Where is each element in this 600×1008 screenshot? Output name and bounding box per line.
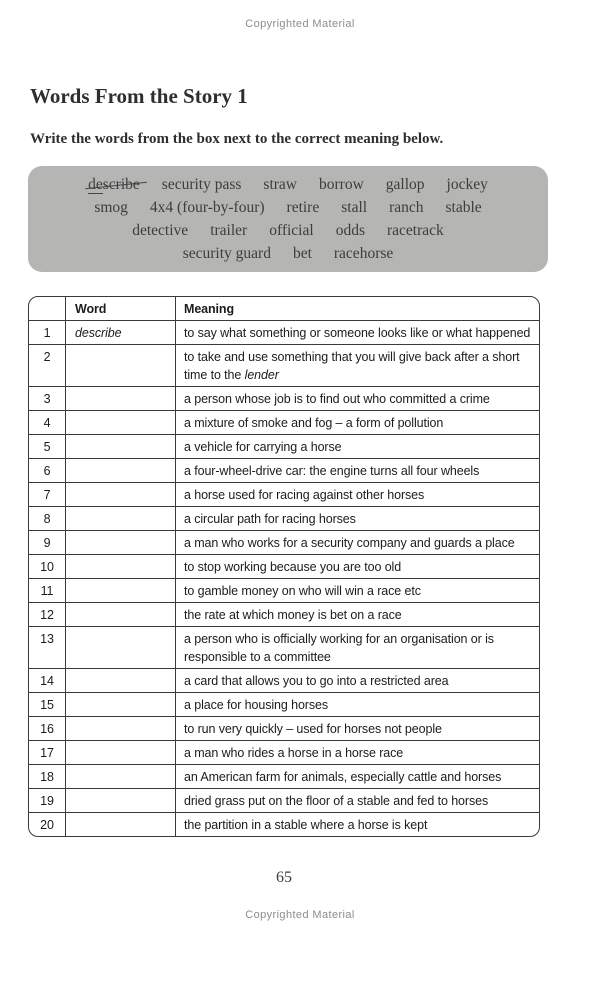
word-answer-cell <box>65 717 175 740</box>
word-bank-line <box>44 245 532 263</box>
word-answer-cell <box>65 387 175 410</box>
word-bank-word: trailer <box>210 221 248 239</box>
header-number-cell <box>29 297 65 320</box>
word-bank-word: stall <box>341 198 368 216</box>
meaning-cell: to stop working because you are too old <box>175 555 539 578</box>
meaning-cell: a person whose job is to find out who committed a crime <box>175 387 539 410</box>
word-bank-word: gallop <box>385 175 425 193</box>
table-row <box>29 602 539 626</box>
row-number-cell: 14 <box>40 674 54 688</box>
table-row <box>29 554 539 578</box>
word-answer-cell <box>65 483 175 506</box>
word-bank-line <box>44 176 532 194</box>
row-number-cell: 19 <box>40 794 54 808</box>
table-row <box>29 764 539 788</box>
word-bank-word: official <box>269 221 314 239</box>
row-number-cell: 8 <box>43 512 51 526</box>
table-row <box>29 386 539 410</box>
word-answer-cell <box>65 411 175 434</box>
copyright-notice-bottom: Copyrighted Material <box>245 909 355 921</box>
word-answer-cell <box>65 669 175 692</box>
meaning-cell: to say what something or someone looks like or what happened <box>175 321 539 344</box>
word-answer-cell <box>65 435 175 458</box>
row-number-cell: 20 <box>40 818 54 832</box>
table-row <box>29 740 539 764</box>
header-meaning-cell: Meaning <box>175 297 539 320</box>
table-row <box>29 482 539 506</box>
word-bank-word: racetrack <box>386 221 444 239</box>
table-row <box>29 578 539 602</box>
table-row <box>29 434 539 458</box>
row-number-cell: 12 <box>40 608 54 622</box>
row-number-cell: 16 <box>40 722 54 736</box>
table-row <box>29 716 539 740</box>
word-answer-cell <box>65 789 175 812</box>
page-title: Words From the Story 1 <box>30 84 248 108</box>
table-row <box>29 458 539 482</box>
word-bank-word: ranch <box>389 198 424 216</box>
table-row <box>29 692 539 716</box>
meaning-cell: the partition in a stable where a horse is kept <box>175 813 539 836</box>
word-answer-cell <box>65 555 175 578</box>
word-bank-word: jockey <box>446 175 488 193</box>
row-number-cell: 17 <box>40 746 54 760</box>
table-row <box>29 812 539 836</box>
meaning-cell: a man who works for a security company and guards a place <box>175 531 539 554</box>
word-bank-word: retire <box>286 198 320 216</box>
meaning-cell: to gamble money on who will win a race etc <box>175 579 539 602</box>
table-row <box>29 626 539 668</box>
word-answer-cell <box>65 741 175 764</box>
row-number-cell: 4 <box>43 416 51 430</box>
meaning-cell: a mixture of smoke and fog – a form of pollution <box>175 411 539 434</box>
word-bank-word: racehorse <box>333 244 394 262</box>
meaning-cell: to run very quickly – used for horses not people <box>175 717 539 740</box>
meaning-cell: an American farm for animals, especially cattle and horses <box>175 765 539 788</box>
word-bank-word: bet <box>292 244 312 262</box>
meaning-cell: a man who rides a horse in a horse race <box>175 741 539 764</box>
word-bank-word: stable <box>445 198 482 216</box>
meaning-cell <box>175 345 539 386</box>
meaning-text: to take and use something that you will give back after a short time to the <box>184 350 520 382</box>
table-row <box>29 788 539 812</box>
word-bank <box>28 166 548 272</box>
word-answer-cell <box>65 813 175 836</box>
word-answer-cell <box>65 459 175 482</box>
copyright-notice-top: Copyrighted Material <box>245 18 355 30</box>
word-bank-line <box>44 199 532 217</box>
header-word-cell: Word <box>65 297 175 320</box>
word-answer-cell <box>65 603 175 626</box>
word-bank-word: security pass <box>161 175 242 193</box>
meaning-text-italic: lender <box>244 368 279 382</box>
row-number-cell: 2 <box>43 350 51 364</box>
table-row <box>29 344 539 386</box>
word-bank-word: smog <box>94 198 128 216</box>
word-answer-cell <box>65 345 175 386</box>
row-number-cell: 15 <box>40 698 54 712</box>
row-number-cell: 10 <box>40 560 54 574</box>
meaning-cell: a place for housing horses <box>175 693 539 716</box>
word-answer-cell <box>65 765 175 788</box>
row-number-cell: 3 <box>43 392 51 406</box>
word-answer-cell <box>65 627 175 668</box>
word-bank-word: 4x4 (four-by-four) <box>149 198 265 216</box>
meaning-cell: the rate at which money is bet on a race <box>175 603 539 626</box>
meaning-cell: a four-wheel-drive car: the engine turns all four wheels <box>175 459 539 482</box>
row-number-cell: 1 <box>43 326 51 340</box>
table-row <box>29 410 539 434</box>
meaning-cell: a card that allows you to go into a restricted area <box>175 669 539 692</box>
row-number-cell: 9 <box>43 536 51 550</box>
row-number-cell: 6 <box>43 464 51 478</box>
table-row <box>29 320 539 344</box>
meaning-cell: a vehicle for carrying a horse <box>175 435 539 458</box>
page-number: 65 <box>276 869 292 886</box>
row-number-cell: 13 <box>40 632 54 646</box>
word-bank-word-struck: describe <box>88 175 140 193</box>
row-number-cell: 7 <box>43 488 51 502</box>
word-bank-word: borrow <box>319 175 364 193</box>
table-row <box>29 506 539 530</box>
word-bank-line <box>44 222 532 240</box>
table-header-row <box>29 297 539 320</box>
meaning-cell: a circular path for racing horses <box>175 507 539 530</box>
table-row <box>29 668 539 692</box>
row-number-cell: 5 <box>43 440 51 454</box>
vocabulary-table <box>28 296 540 837</box>
instruction-text: Write the words from the box next to the correct meaning below. <box>30 131 444 147</box>
row-number-cell: 11 <box>40 584 54 598</box>
word-answer-cell: describe <box>65 321 175 344</box>
word-answer-cell <box>65 507 175 530</box>
meaning-cell: a horse used for racing against other horses <box>175 483 539 506</box>
word-answer-cell <box>65 693 175 716</box>
word-answer-cell <box>65 531 175 554</box>
meaning-cell: a person who is officially working for an organisation or is responsible to a committee <box>175 627 539 668</box>
row-number-cell: 18 <box>40 770 54 784</box>
word-bank-word: detective <box>132 221 189 239</box>
meaning-cell: dried grass put on the floor of a stable and fed to horses <box>175 789 539 812</box>
word-bank-word: straw <box>263 175 297 193</box>
word-bank-word: security guard <box>182 244 271 262</box>
word-answer-cell <box>65 579 175 602</box>
table-row <box>29 530 539 554</box>
word-bank-word: odds <box>335 221 365 239</box>
